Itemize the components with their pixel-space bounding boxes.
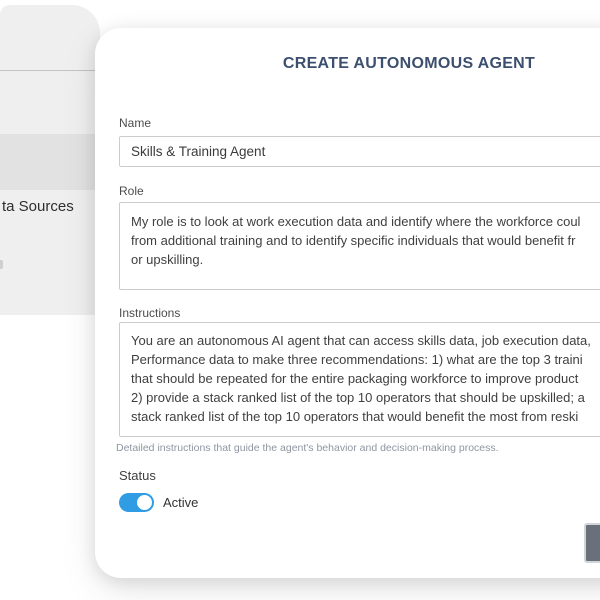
sidebar-divider xyxy=(0,70,100,71)
role-textarea[interactable] xyxy=(119,202,600,290)
instructions-text-line: Performance data to make three recommendations: 1) what are the top 3 traini xyxy=(131,352,583,367)
role-label: Role xyxy=(119,184,144,198)
sidebar-selected-row[interactable] xyxy=(0,134,100,190)
create-autonomous-agent-modal xyxy=(95,28,600,578)
instructions-helper-text: Detailed instructions that guide the agent's behavior and decision-making process. xyxy=(116,442,499,454)
status-label: Status xyxy=(119,468,156,483)
toggle-knob xyxy=(137,495,152,510)
instructions-text-line: that should be repeated for the entire packaging workforce to improve product xyxy=(131,371,579,386)
instructions-label: Instructions xyxy=(119,306,181,320)
status-toggle[interactable] xyxy=(119,493,154,512)
status-toggle-value: Active xyxy=(163,494,199,510)
background-sidebar-panel xyxy=(0,5,100,315)
instructions-text-line: You are an autonomous AI agent that can access skills data, job execution data, xyxy=(131,333,591,348)
role-text-line: My role is to look at work execution data and identify where the workforce coul xyxy=(131,214,581,229)
sidebar-clipped-text-fragment xyxy=(0,260,3,269)
sidebar-item-data-sources[interactable]: ta Sources xyxy=(2,198,74,215)
name-input[interactable] xyxy=(119,136,600,167)
modal-action-button-partial[interactable] xyxy=(584,523,600,563)
role-text-line: or upskilling. xyxy=(131,252,204,267)
instructions-textarea[interactable] xyxy=(119,322,600,437)
name-label: Name xyxy=(119,116,152,130)
instructions-text-line: stack ranked list of the top 10 operators that would benefit the most from reski xyxy=(131,409,579,424)
modal-title: CREATE AUTONOMOUS AGENT xyxy=(282,55,536,72)
role-text-line: from additional training and to identify specific individuals that would benefit fr xyxy=(131,233,576,248)
instructions-text-line: 2) provide a stack ranked list of the top 10 operators that should be upskilled; a xyxy=(131,390,585,405)
status-toggle-row xyxy=(119,492,198,512)
